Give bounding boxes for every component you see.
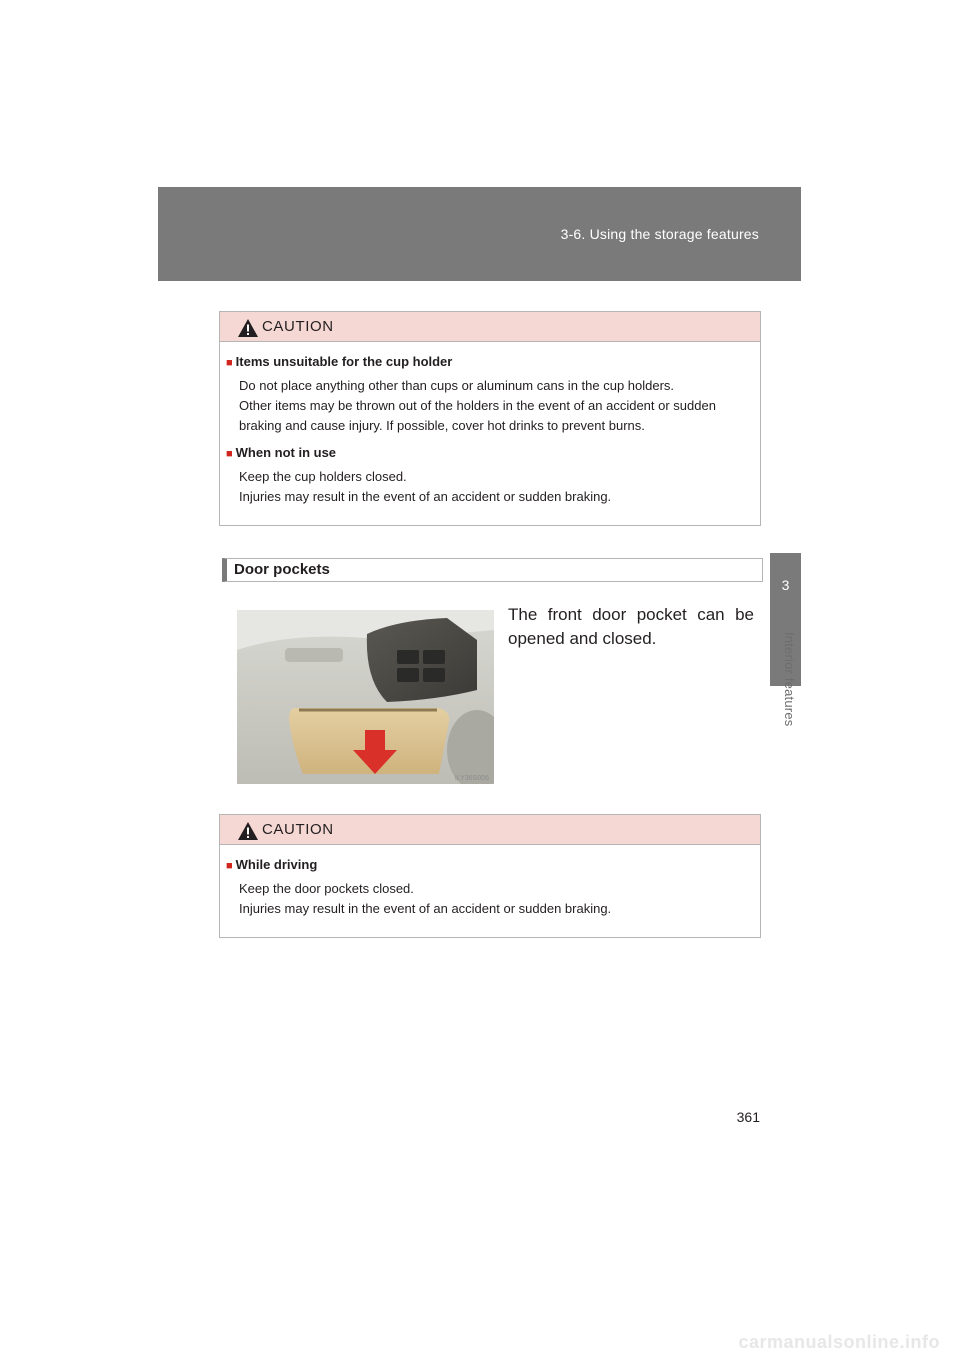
- caution-title: CAUTION: [262, 821, 334, 838]
- caution-text-line: Keep the cup holders closed.: [239, 469, 407, 484]
- page-number: 361: [736, 1109, 760, 1125]
- caution-header: [220, 312, 760, 342]
- square-bullet-icon: ■: [226, 860, 233, 872]
- caution-title: CAUTION: [262, 318, 334, 335]
- section-body-text: The front door pocket can be opened and closed.: [508, 605, 754, 648]
- warning-triangle-icon: [237, 318, 259, 338]
- watermark: [0, 1328, 960, 1358]
- header-band: [158, 187, 801, 281]
- chapter-label: Interior features: [782, 632, 797, 727]
- caution-text-line: braking and cause injury. If possible, cover hot drinks to prevent burns.: [239, 418, 645, 433]
- square-bullet-icon: ■: [226, 448, 233, 460]
- caution-text-line: Other items may be thrown out of the holders in the event of an accident or sudden: [239, 398, 716, 413]
- watermark-text: carmanualsonline.info: [738, 1332, 940, 1352]
- door-pocket-illustration: [237, 610, 494, 784]
- chapter-number: 3: [781, 577, 790, 593]
- square-bullet-icon: ■: [226, 357, 233, 369]
- section-title: Door pockets: [234, 561, 330, 578]
- warning-triangle-icon: [237, 821, 259, 841]
- caution-text-line: Keep the door pockets closed.: [239, 881, 414, 896]
- caution-body: [220, 845, 760, 927]
- image-reference-code: ILY36S006: [454, 775, 489, 782]
- caution-text-line: Injuries may result in the event of an accident or sudden braking.: [239, 901, 612, 916]
- caution-text-line: Do not place anything other than cups or aluminum cans in the cup holders.: [239, 378, 675, 393]
- caution-box-door-pocket: [219, 814, 761, 938]
- caution-item-heading: ■ While driving: [226, 857, 318, 872]
- caution-box-cup-holder: [219, 311, 761, 526]
- section-heading-bar: [222, 558, 763, 582]
- chapter-section-title: 3-6. Using the storage features: [560, 226, 759, 242]
- caution-item-heading: ■ Items unsuitable for the cup holder: [226, 354, 453, 369]
- caution-text-line: Injuries may result in the event of an accident or sudden braking.: [239, 489, 612, 504]
- caution-item-heading: ■ When not in use: [226, 445, 337, 460]
- door-pocket-photo: [237, 610, 494, 784]
- caution-body: [220, 342, 760, 515]
- caution-header: [220, 815, 760, 845]
